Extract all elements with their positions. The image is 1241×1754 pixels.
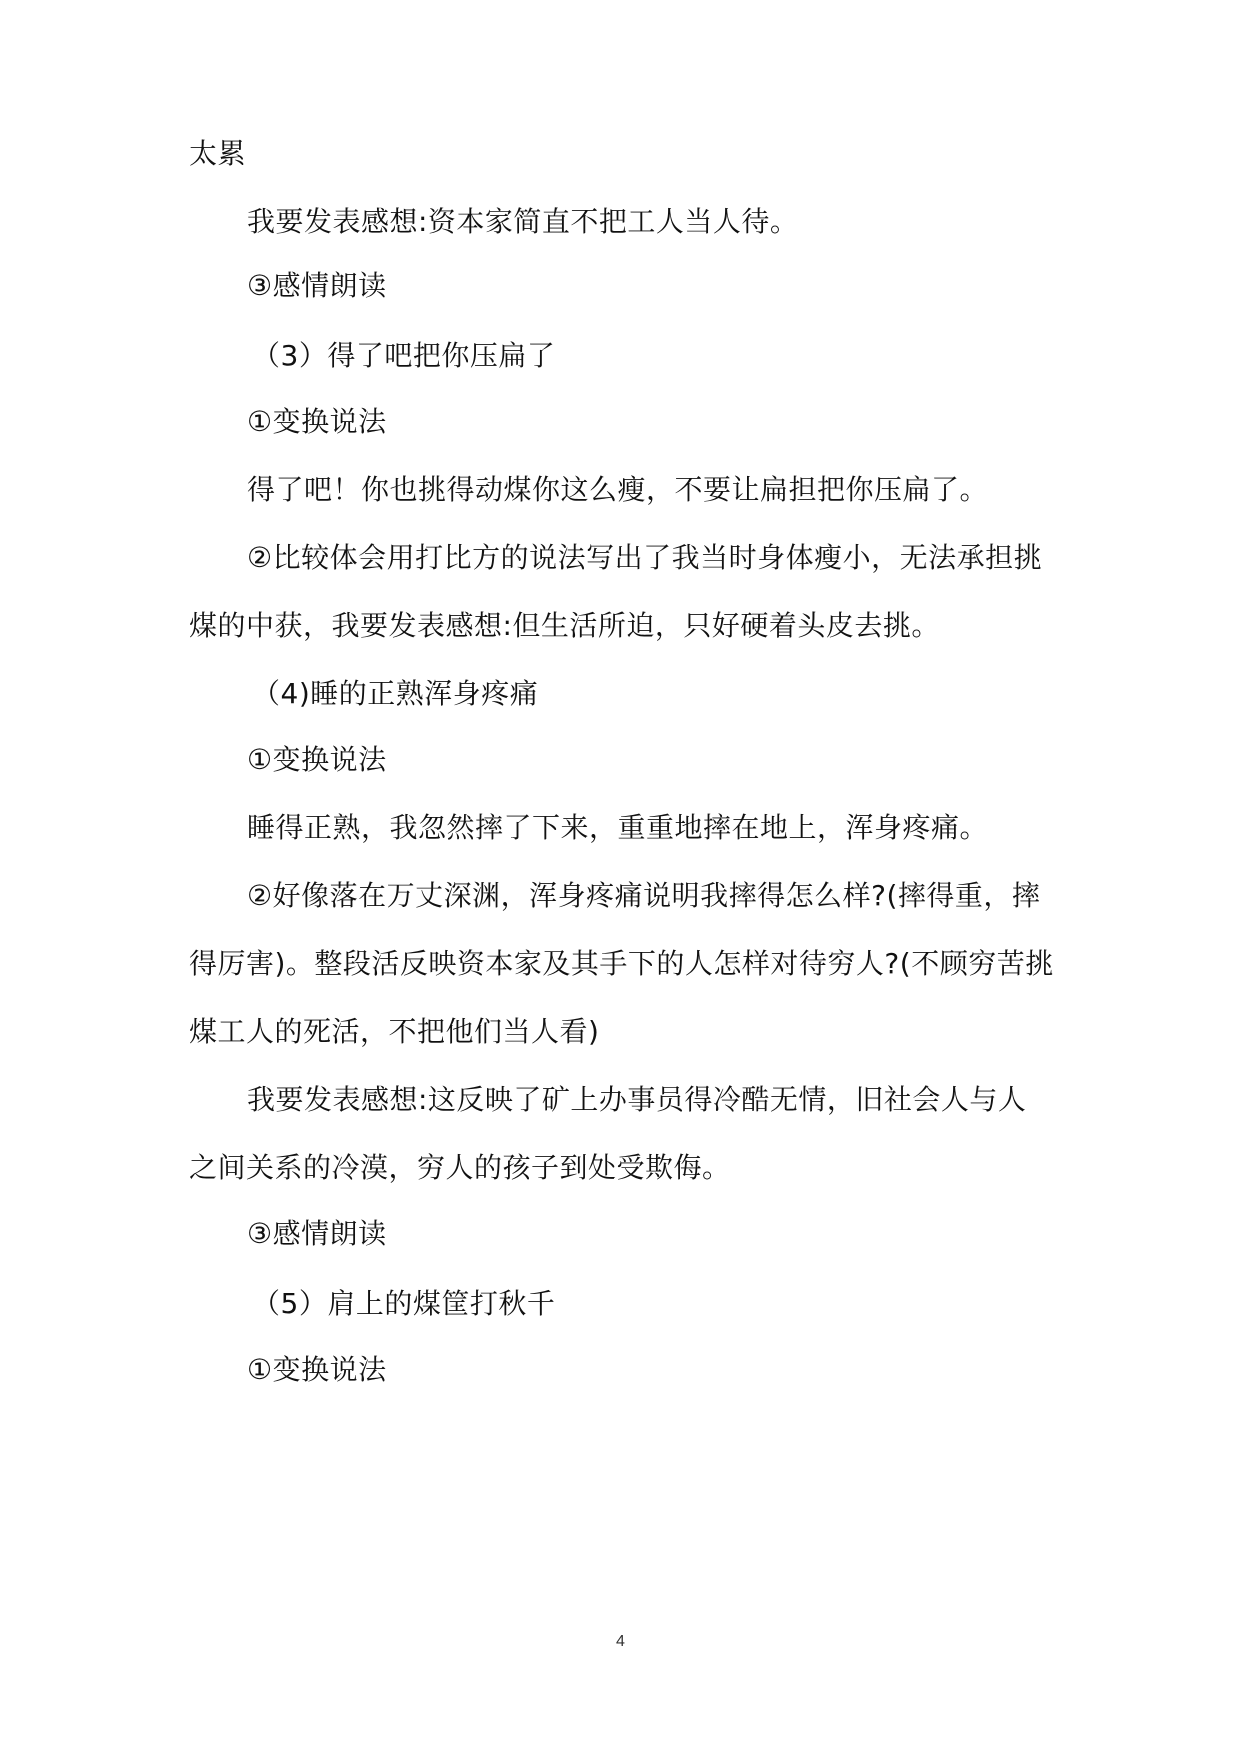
paragraph-line: ①变换说法 <box>247 1353 387 1386</box>
paragraph-line: 睡得正熟，我忽然摔了下来，重重地摔在地上，浑身疼痛。 <box>247 811 989 844</box>
paragraph-line: ①变换说法 <box>247 405 387 438</box>
paragraph-line: ②比较体会用打比方的说法写出了我当时身体瘦小，无法承担挑 <box>247 541 1043 574</box>
paragraph-line: 得厉害)。整段活反映资本家及其手下的人怎样对待穷人?(不顾穷苦挑 <box>189 947 1054 980</box>
section-heading: （3）得了吧把你压扁了 <box>252 339 556 372</box>
paragraph-line: ①变换说法 <box>247 743 387 776</box>
paragraph-line: 得了吧！你也挑得动煤你这么瘦，不要让扁担把你压扁了。 <box>247 473 989 506</box>
paragraph-line: 太累 <box>189 137 247 170</box>
paragraph-line: 之间关系的冷漠，穷人的孩子到处受欺侮。 <box>189 1151 731 1184</box>
section-heading: （5）肩上的煤筐打秋千 <box>252 1287 556 1320</box>
paragraph-line: 我要发表感想:资本家简直不把工人当人待。 <box>247 205 799 238</box>
paragraph-line: ③感情朗读 <box>247 269 387 302</box>
paragraph-line: ③感情朗读 <box>247 1217 387 1250</box>
paragraph-line: ②好像落在万丈深渊，浑身疼痛说明我摔得怎么样?(摔得重，摔 <box>247 879 1041 912</box>
paragraph-line: 煤工人的死活，不把他们当人看) <box>189 1015 600 1048</box>
paragraph-line: 煤的中获，我要发表感想:但生活所迫，只好硬着头皮去挑。 <box>189 609 940 642</box>
paragraph-line: 我要发表感想:这反映了矿上办事员得冷酷无情，旧社会人与人 <box>247 1083 1027 1116</box>
section-heading: （4)睡的正熟浑身疼痛 <box>252 677 539 710</box>
page-number: 4 <box>616 1633 625 1650</box>
